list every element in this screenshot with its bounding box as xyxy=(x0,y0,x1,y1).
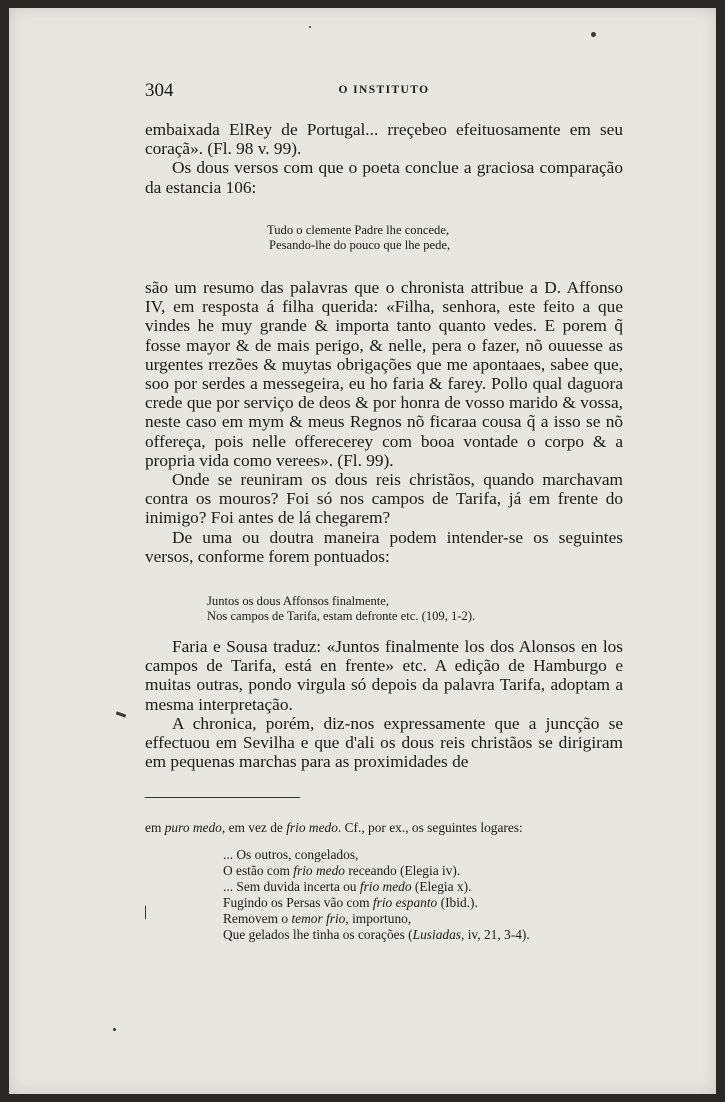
footnote-text: , em vez de xyxy=(221,820,287,835)
footnote-verse-line xyxy=(223,847,623,863)
paragraph: De uma ou doutra maneira podem intender-se os seguintes versos, conforme forem pontuados: xyxy=(145,527,623,566)
footnote xyxy=(145,820,623,943)
page-number: 304 xyxy=(145,80,174,101)
paragraph: Os dous versos com que o poeta conclue a graciosa comparação da estancia 106: xyxy=(145,158,623,197)
body-text-middle xyxy=(145,278,623,566)
margin-speck xyxy=(113,1028,116,1031)
footnote-verse-line xyxy=(223,895,623,911)
verse-italic: Lusiadas xyxy=(412,927,462,942)
footnote-verse-line xyxy=(223,911,623,927)
verse-text: Removem o xyxy=(223,911,292,926)
verse-text: Que gelados lhe tinha os corações ( xyxy=(223,927,413,942)
verse-line: Pesando-lhe do pouco que lhe pede, xyxy=(269,238,451,253)
verse-text: (Elegia x). xyxy=(411,879,472,894)
footnote-intro xyxy=(145,820,623,836)
body-text-top xyxy=(145,120,623,197)
verse-italic: temor frio xyxy=(291,911,346,926)
verse-line: Nos campos de Tarifa, estam defronte etc. (109, 1-2). xyxy=(207,609,476,624)
footnote-verses xyxy=(145,847,623,943)
verse-text: (Ibid.). xyxy=(437,895,478,910)
paragraph: são um resumo das palavras que o chronista attribue a D. Affonso IV, em resposta á filha querida: «Filha, senhora, este feito a que vindes he muy grande & importa tanto quanto vedes. E porem q̃ fosse mayor & de mais perigo, & nelle, pera o fazer, nõ ouuesse as urgentes rrezões & muytas obrigações que me apontaaes, sabee que, soo por serdes a messegeira, eu ho faria & farey. Pollo qual daguora crede que por serviço de deos & por honra de vosso marido & vossa, neste caso em mym & meus Regnos nõ ficaraa cousa q̃ a isso se nõ offereça, pois nelle offerecerey com booa vontade o corpo & a propria vida como verees». (Fl. 99). xyxy=(145,278,623,470)
verse-text: Fugindo os Persas vão com xyxy=(223,895,373,910)
footnote-verse-line xyxy=(223,863,623,879)
footnote-verse-line xyxy=(223,927,623,943)
footnote-verse-line xyxy=(223,879,623,895)
footnote-italic: puro medo xyxy=(164,820,222,835)
paragraph: A chronica, porém, diz-nos expressamente que a juncção se effectuou em Sevilha e que d'ali os dous reis christãos se dirigiram em pequenas marchas para as proximidades de xyxy=(145,713,623,772)
page-header xyxy=(145,80,623,104)
body-text-bottom xyxy=(145,637,623,771)
page-speck xyxy=(591,32,596,37)
page-speck xyxy=(309,26,311,28)
verse-text: ... Sem duvida incerta ou xyxy=(223,879,360,894)
verse-quote-1 xyxy=(145,223,623,254)
paragraph: Onde se reuniram os dous reis christãos, quando marchavam contra os mouros? Foi só nos campos de Tarifa, já em frente do inimigo? Foi antes de lá chegarem? xyxy=(145,470,623,528)
paragraph: Faria e Sousa traduz: «Juntos finalmente los dos Alonsos en los campos de Tarifa, está en frente» etc. A edição de Hamburgo e muitas outras, pondo virgula só depois da palavra Tarifa, adoptam a mesma interpretação. xyxy=(145,637,623,714)
verse-quote-2 xyxy=(145,594,623,625)
verse-italic: frio medo xyxy=(293,863,345,878)
footnote-italic: frio medo xyxy=(286,820,338,835)
verse-line: Juntos os dous Affonsos finalmente, xyxy=(207,594,390,608)
paragraph: embaixada ElRey de Portugal... rreçebeo efeituosamente em seu coraçã». (Fl. 98 v. 99). xyxy=(145,120,623,159)
verse-text: , iv, 21, 3-4). xyxy=(461,927,530,942)
footnote-text: . Cf., por ex., os seguintes logares: xyxy=(337,820,523,835)
running-title: O INSTITUTO xyxy=(338,84,430,96)
verse-line: Tudo o clemente Padre lhe concede, xyxy=(267,223,450,237)
footnote-rule xyxy=(145,797,300,798)
margin-dash xyxy=(116,711,126,717)
verse-text: ... Os outros, congelados, xyxy=(223,847,359,862)
verse-italic: frio espanto xyxy=(372,895,438,910)
verse-italic: frio medo xyxy=(359,879,412,894)
verse-text: receando (Elegia iv). xyxy=(344,863,461,878)
verse-text: O estão com xyxy=(223,863,294,878)
verse-text: , importuno, xyxy=(345,911,412,926)
footnote-text: em xyxy=(145,820,165,835)
